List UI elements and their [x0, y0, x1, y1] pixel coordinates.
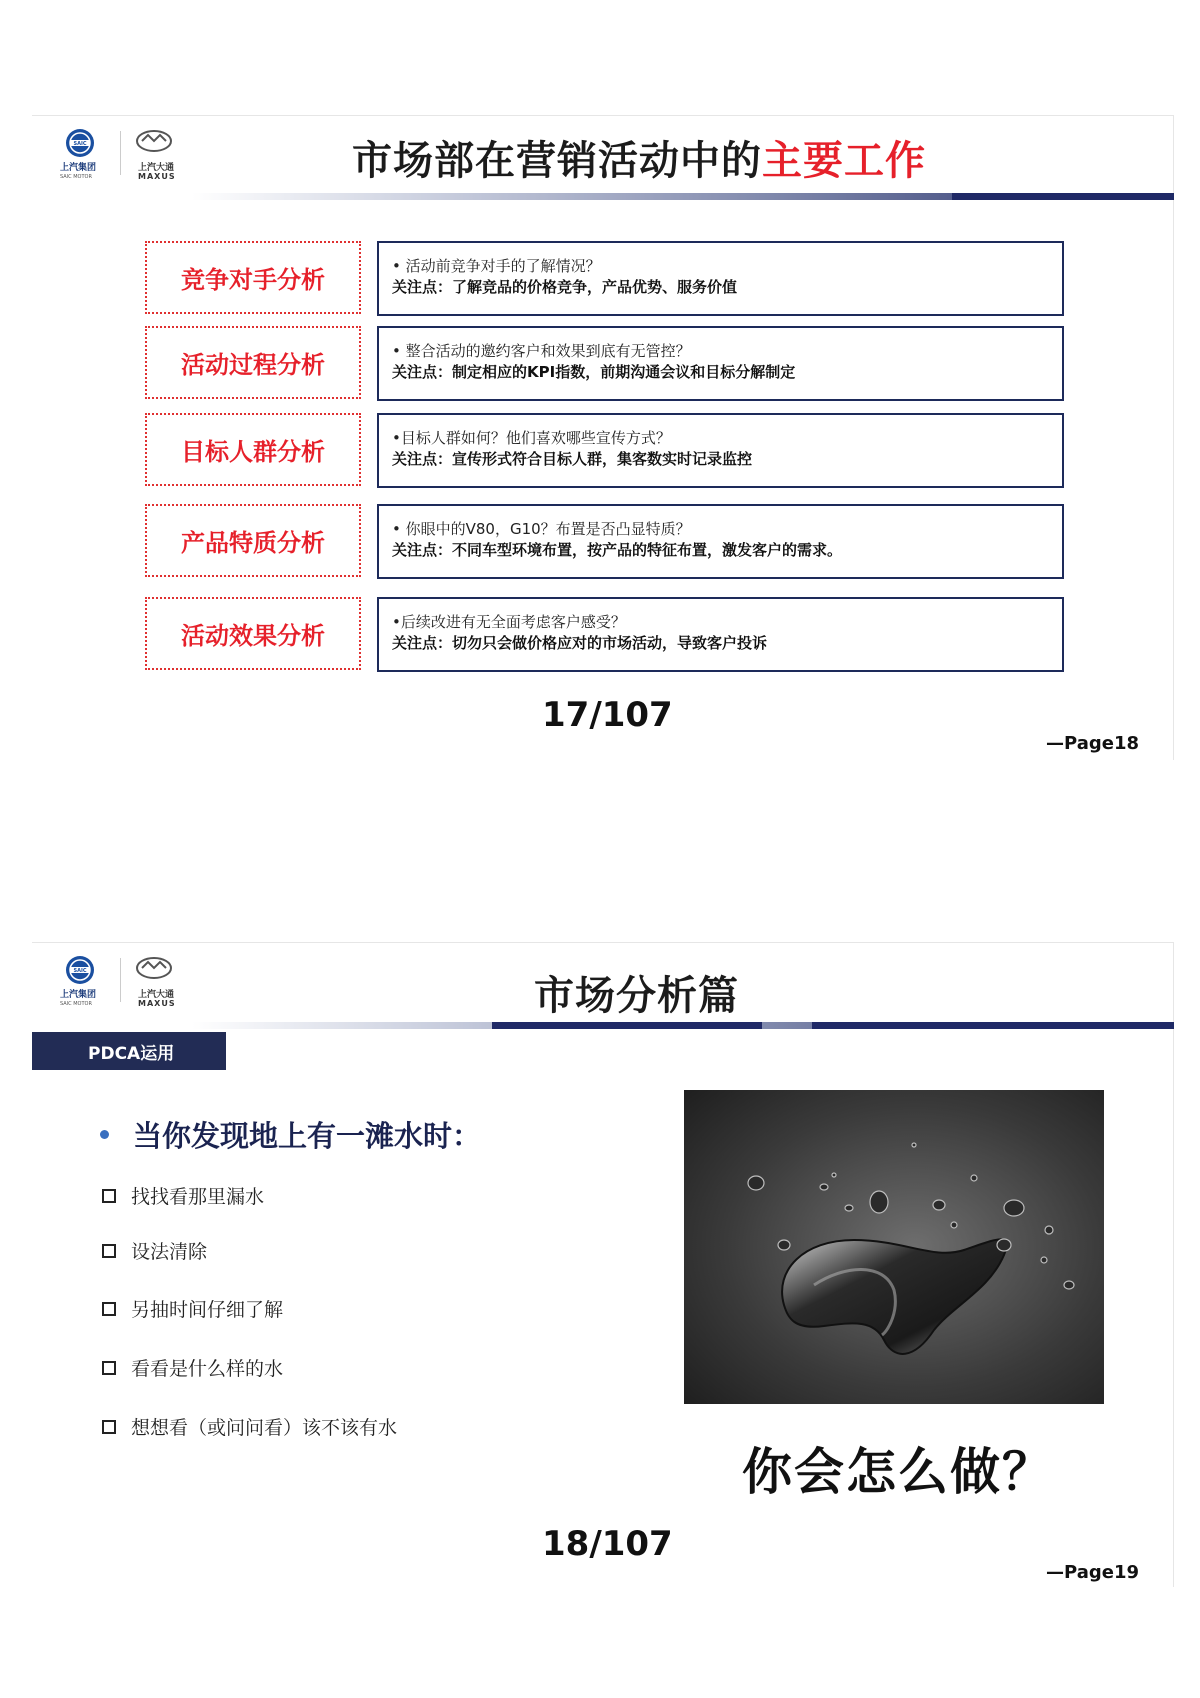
description-box	[377, 241, 1064, 316]
checklist-text: 看看是什么样的水	[131, 1358, 284, 1380]
description-box	[377, 597, 1064, 672]
question-text: 你会怎么做？	[742, 1443, 1054, 1501]
category-product-traits: 产品特质分析	[145, 504, 361, 577]
slide-border	[32, 942, 1174, 943]
maxus-name: 上汽大通	[138, 990, 175, 1000]
description-box	[377, 326, 1064, 401]
maxus-name: 上汽大通	[138, 163, 175, 173]
focus-text: 关注点：不同车型环境布置，按产品的特征布置，激发客户的需求。	[392, 541, 843, 559]
checkbox-icon	[102, 1302, 116, 1316]
bullet-heading	[100, 1114, 481, 1155]
description-box	[377, 413, 1064, 488]
bullet-dot-icon	[100, 1130, 109, 1139]
maxus-sub: MAXUS	[138, 172, 176, 181]
slide-border	[1173, 115, 1174, 760]
logo-divider	[120, 958, 121, 1002]
title-underline	[192, 193, 1174, 200]
company-logos	[58, 954, 208, 1009]
category-effect: 活动效果分析	[145, 597, 361, 670]
checklist-text: 找找看那里漏水	[131, 1186, 265, 1208]
slide-border	[32, 115, 1174, 116]
svg-text:SAIC: SAIC	[73, 968, 87, 975]
title-main: 市场部在营销活动中的	[352, 138, 762, 184]
section-tag: PDCA运用	[32, 1032, 226, 1070]
slide-title	[352, 129, 926, 186]
page-number: 17/107	[542, 695, 673, 735]
checkbox-icon	[102, 1189, 116, 1203]
saic-sub: SAIC MOTOR	[60, 1001, 92, 1007]
bullet-heading-text: 当你发现地上有一滩水时：	[133, 1119, 482, 1153]
checklist-item	[102, 1237, 207, 1264]
category-process: 活动过程分析	[145, 326, 361, 399]
page-number: 18/107	[542, 1524, 673, 1564]
saic-name: 上汽集团	[60, 990, 97, 1000]
focus-text: 关注点：制定相应的KPI指数，前期沟通会议和目标分解制定	[392, 363, 796, 381]
checklist-text: 设法清除	[131, 1241, 208, 1263]
logo-divider	[120, 131, 121, 175]
focus-text: 关注点：了解竞品的价格竞争，产品优势、服务价值	[392, 278, 738, 296]
slide-title: 市场分析篇	[534, 973, 739, 1019]
slide-page-19	[32, 942, 1174, 1587]
question-text: •目标人群如何？他们喜欢哪些宣传方式？	[392, 429, 671, 447]
page-label: —Page19	[1046, 1562, 1139, 1583]
checkbox-icon	[102, 1244, 116, 1258]
maxus-sub: MAXUS	[138, 999, 176, 1008]
title-underline	[192, 1022, 1174, 1029]
focus-text: 关注点：宣传形式符合目标人群，集客数实时记录监控	[392, 450, 753, 468]
question-text: • 活动前竞争对手的了解情况？	[392, 257, 601, 275]
title-highlight: 主要工作	[762, 138, 926, 184]
category-competitor: 竞争对手分析	[145, 241, 361, 314]
water-puddle-image	[684, 1090, 1104, 1404]
focus-text: 关注点：切勿只会做价格应对的市场活动，导致客户投诉	[392, 634, 768, 652]
question-text: •后续改进有无全面考虑客户感受？	[392, 613, 626, 631]
checkbox-icon	[102, 1361, 116, 1375]
svg-text:SAIC: SAIC	[73, 141, 87, 148]
saic-name: 上汽集团	[60, 163, 97, 173]
question-text: • 你眼中的V80，G10？布置是否凸显特质？	[392, 520, 691, 538]
description-box	[377, 504, 1064, 579]
saic-sub: SAIC MOTOR	[60, 174, 92, 180]
checklist-item	[102, 1295, 283, 1322]
checkbox-icon	[102, 1420, 116, 1434]
checklist-text: 想想看（或问问看）该不该有水	[131, 1417, 398, 1439]
checklist-text: 另抽时间仔细了解	[131, 1299, 284, 1321]
checklist-item	[102, 1354, 283, 1381]
slide-page-18	[32, 115, 1174, 760]
slide-border	[1173, 942, 1174, 1587]
category-target-audience: 目标人群分析	[145, 413, 361, 486]
company-logos	[58, 127, 208, 182]
page-label: —Page18	[1046, 733, 1139, 754]
checklist-item	[102, 1182, 264, 1209]
checklist-item	[102, 1413, 397, 1440]
question-text: • 整合活动的邀约客户和效果到底有无管控？	[392, 342, 691, 360]
